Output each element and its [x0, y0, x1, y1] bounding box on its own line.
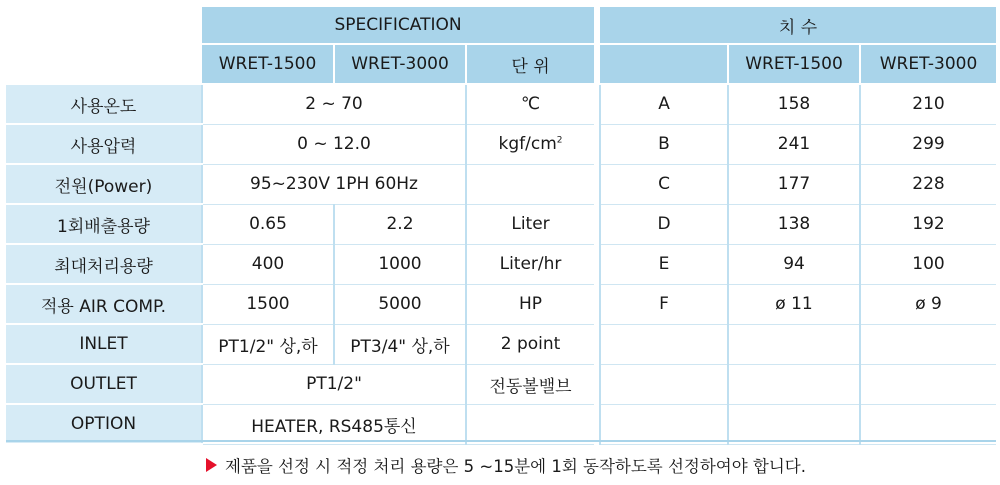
spec-unit: Liter/hr	[466, 244, 594, 284]
table-row	[6, 364, 996, 404]
row-label: OPTION	[6, 404, 202, 444]
spec-value: HEATER, RS485통신	[202, 404, 466, 444]
dim-1500: 241	[728, 124, 860, 164]
spec-unit: 전동볼밸브	[466, 364, 594, 404]
row-label: 적용 AIR COMP.	[6, 284, 202, 324]
corner-cell	[6, 7, 202, 44]
dim-key: B	[600, 124, 728, 164]
spec-value-1500: 0.65	[202, 204, 334, 244]
table-row	[6, 404, 996, 444]
spec-value-3000: 2.2	[334, 204, 466, 244]
dim-empty	[728, 404, 860, 444]
spec-unit: 2 point	[466, 324, 594, 364]
dim-1500: 158	[728, 84, 860, 124]
dim-key: E	[600, 244, 728, 284]
table-row	[6, 124, 996, 164]
col-model-3000: WRET-3000	[334, 44, 466, 84]
dim-empty	[728, 364, 860, 404]
col-model-1500: WRET-1500	[202, 44, 334, 84]
row-label: 전원(Power)	[6, 164, 202, 204]
row-label: INLET	[6, 324, 202, 364]
spec-value: PT1/2"	[202, 364, 466, 404]
dim-header: 치 수	[600, 7, 996, 44]
spec-value: 0 ~ 12.0	[202, 124, 466, 164]
spec-value-3000: 1000	[334, 244, 466, 284]
spec-value-3000: PT3/4" 상,하	[334, 324, 466, 364]
footnote-text: 제품을 선정 시 적정 처리 용량은 5 ~15분에 1회 동작하도록 선정하여야 합니다.	[225, 457, 806, 476]
spec-value-1500: 1500	[202, 284, 334, 324]
dim-empty	[860, 364, 996, 404]
spec-table	[6, 7, 996, 445]
dim-key: D	[600, 204, 728, 244]
dim-key: F	[600, 284, 728, 324]
triangle-bullet-icon	[206, 458, 217, 472]
spec-value: 2 ~ 70	[202, 84, 466, 124]
col-dim-key	[600, 44, 728, 84]
table-row	[6, 324, 996, 364]
dim-empty	[860, 324, 996, 364]
dim-3000: 228	[860, 164, 996, 204]
table-bottom-rule	[6, 440, 996, 442]
spec-value-1500: PT1/2" 상,하	[202, 324, 334, 364]
dim-1500: 138	[728, 204, 860, 244]
table-row	[6, 164, 996, 204]
row-label: 최대처리용량	[6, 244, 202, 284]
table-row	[6, 244, 996, 284]
dim-empty	[600, 364, 728, 404]
dim-empty	[600, 404, 728, 444]
dim-3000: 100	[860, 244, 996, 284]
spec-unit: HP	[466, 284, 594, 324]
row-label: 1회배출용량	[6, 204, 202, 244]
unit-sup: 2	[556, 135, 563, 146]
footnote	[206, 453, 806, 477]
spec-unit	[466, 124, 594, 164]
table-row	[6, 284, 996, 324]
dim-3000: ø 9	[860, 284, 996, 324]
dim-1500: 94	[728, 244, 860, 284]
col-unit: 단 위	[466, 44, 594, 84]
spec-unit	[466, 164, 594, 204]
row-label: OUTLET	[6, 364, 202, 404]
spec-value-3000: 5000	[334, 284, 466, 324]
row-label: 사용온도	[6, 84, 202, 124]
spec-unit: ℃	[466, 84, 594, 124]
spec-unit	[466, 404, 594, 444]
dim-empty	[728, 324, 860, 364]
spec-unit: Liter	[466, 204, 594, 244]
dim-3000: 210	[860, 84, 996, 124]
spec-header: SPECIFICATION	[202, 7, 594, 44]
dim-key: A	[600, 84, 728, 124]
table-row	[6, 84, 996, 124]
dim-3000: 299	[860, 124, 996, 164]
dim-key: C	[600, 164, 728, 204]
col-dim-3000: WRET-3000	[860, 44, 996, 84]
dim-1500: 177	[728, 164, 860, 204]
col-dim-1500: WRET-1500	[728, 44, 860, 84]
spec-value-1500: 400	[202, 244, 334, 284]
dim-empty	[860, 404, 996, 444]
corner-cell-2	[6, 44, 202, 84]
dim-1500: ø 11	[728, 284, 860, 324]
spec-value: 95~230V 1PH 60Hz	[202, 164, 466, 204]
unit-text: kgf/cm	[498, 134, 557, 154]
dim-3000: 192	[860, 204, 996, 244]
dim-empty	[600, 324, 728, 364]
table-row	[6, 204, 996, 244]
row-label: 사용압력	[6, 124, 202, 164]
